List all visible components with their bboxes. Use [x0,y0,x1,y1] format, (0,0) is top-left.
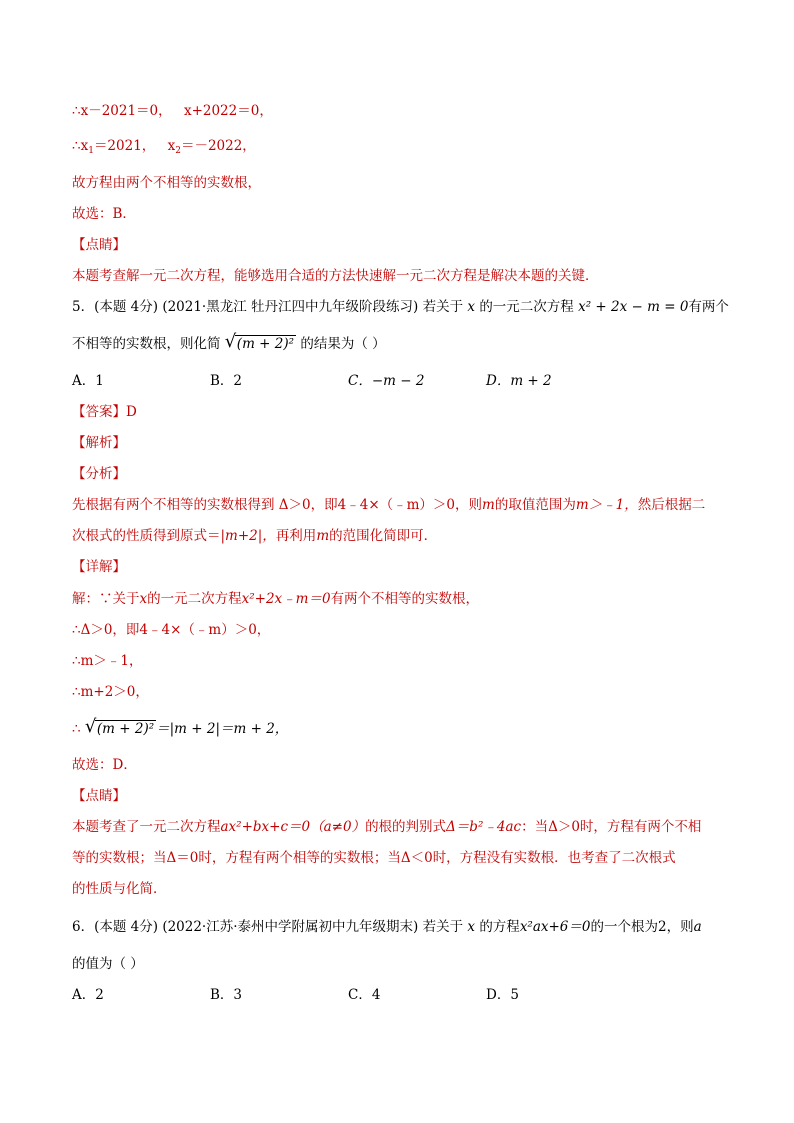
detail-line-2: ∴Δ＞0，即4﹣4×（﹣m）＞0， [72,622,271,638]
fenxi-line-2 [72,527,437,545]
q5-stem-line-1 [72,298,729,316]
detail-line-1 [72,590,479,608]
comment-heading: 【点睛】 [72,237,126,253]
solution-line-4: 故选：B． [72,206,136,222]
fenxi-heading: 【分析】 [72,466,126,482]
solution-eq-1: ∴x－2021＝0， [72,103,172,119]
fenxi-line-1 [72,496,705,514]
q5-comment-line-2 [72,849,676,867]
detail-line-5 [72,716,289,738]
comment-text-7: 时，方程没有实数根．也考查了二次根式 [432,850,676,866]
q5-option-d[interactable]: D．m + 2 [486,373,552,389]
analysis-heading: 【解析】 [72,435,126,451]
fenxi-var-m-2: m [316,528,330,544]
solution-line-2 [72,137,256,160]
q5-option-c[interactable]: C．−m − 2 [348,373,425,389]
comment-case-2: Δ＝0 [166,850,199,866]
q6-var-x: x [467,919,476,935]
radical-sign-icon: √ [84,716,97,737]
comment-text-6: 时，方程有两个相等的实数根；当 [198,850,401,866]
detail-sqrt-expression: √ (m + 2)² [84,716,155,737]
comment-text-2: 的根的判别式 [365,819,447,835]
comment-discriminant: Δ＝b²﹣4ac [446,819,522,835]
fenxi-text-2: Δ＞0，即 [278,497,338,513]
comment-case-1: Δ＞0 [548,819,580,835]
radical-sign-icon: √ [224,331,237,352]
root-x2-value: ＝－2022， [180,138,256,154]
q6-option-c[interactable]: C．4 [348,987,381,1003]
fenxi-text-8: 的范围化简即可． [329,528,438,544]
fenxi-range: m＞﹣1， [575,497,638,513]
root-x2-sub: 2 [175,146,181,156]
q6-stem-b: 的方程 [479,919,520,935]
comment-case-3: Δ＜0 [400,850,433,866]
detail-line-4: ∴m+2＞0， [72,684,149,700]
q5-number: 5．(本题 4分) [72,299,159,315]
q5-option-b[interactable]: B．2 [210,373,243,389]
q6-option-a[interactable]: A．2 [72,987,104,1003]
comment-text-5: 等的实数根；当 [72,850,167,866]
detail-text-1: 解：∵关于 [72,591,140,607]
q5-stem-b: 的一元二次方程 [479,299,574,315]
q6-stem-line-1 [72,918,702,936]
q6-var-a: a [693,919,702,935]
q5-stem-line2-b: 的结果为（ ） [300,336,386,352]
q6-source: (2022·江苏·泰州中学附属初中九年级期末) [162,919,419,935]
q5-equation: x² + 2x − m = 0 [578,299,689,315]
q5-stem-line2-a: 不相等的实数根，则化简 [72,336,221,352]
q6-option-b[interactable]: B．3 [210,987,243,1003]
q6-stem-a: 若关于 [422,919,464,935]
q5-comment-line-3: 的性质与化简． [72,881,167,897]
root-x2-label: x [167,138,176,154]
fenxi-text-1: 先根据有两个不相等的实数根得到 [72,497,279,513]
detail-line-6: 故选：D． [72,757,137,773]
comment-text-3: ：当 [521,819,549,835]
q5-answer [72,403,137,421]
fenxi-text-5: 然后根据二 [637,497,706,513]
q5-var-x: x [467,299,476,315]
root-x1-sub: 1 [88,146,94,156]
root-x1-value: ＝2021， [93,138,156,154]
solution-eq-2: x+2022＝0， [183,103,273,119]
q6-number: 6．(本题 4分) [72,919,159,935]
detail-therefore: ∴ [72,721,81,737]
q5-source: (2021·黑龙江 牡丹江四中九年级阶段练习) [162,299,419,315]
detail-result: ＝|m + 2|＝m + 2， [156,721,289,737]
solution-line-3: 故方程由两个不相等的实数根， [72,175,261,191]
detail-text-2: 的一元二次方程 [147,591,242,607]
fenxi-text-3: 4﹣4×（﹣m）＞0，则 [337,497,483,513]
q6-stem-c: 的一个根为2，则 [590,919,694,935]
answer-heading: 【答案】 [72,404,126,420]
q6-stem-line-2: 的值为（ ） [72,956,144,972]
q5-stem-line-2 [72,331,386,353]
answer-value: D [126,404,137,420]
q5-option-a[interactable]: A．1 [72,373,104,389]
q5-sqrt-expression: √ (m + 2)² [224,331,295,352]
detail-heading: 【详解】 [72,559,126,575]
fenxi-text-4: 的取值范围为 [494,497,576,513]
solution-line-1 [72,102,273,120]
q5-stem-c: 有两个 [688,299,729,315]
detail-text-3: 有两个不相等的实数根， [330,591,480,607]
q6-equation: x²ax+6＝0 [519,919,591,935]
detail-equation: x²+2x﹣m＝0 [241,591,331,607]
comment-text: 本题考查解一元二次方程，能够选用合适的方法快速解一元二次方程是解决本题的关键． [72,268,599,284]
q5-comment-line-1 [72,818,701,836]
q5-stem-a: 若关于 [422,299,464,315]
comment-text-1: 本题考查了一元二次方程 [72,819,221,835]
q6-option-d[interactable]: D．5 [486,987,519,1003]
comment-text-4: 时，方程有两个不相 [579,819,702,835]
q5-comment-heading: 【点睛】 [72,788,126,804]
root-x1-label: ∴x [72,138,89,154]
fenxi-text-6: 次根式的性质得到原式＝ [72,528,221,544]
detail-var-x: x [139,591,148,607]
detail-line-3: ∴m＞﹣1， [72,653,143,669]
fenxi-text-7: 再利用 [275,528,317,544]
comment-general-eq: ax²+bx+c＝0（a≠0） [220,819,366,835]
fenxi-abs: |m+2|， [220,528,276,544]
fenxi-var-m: m [482,497,495,513]
